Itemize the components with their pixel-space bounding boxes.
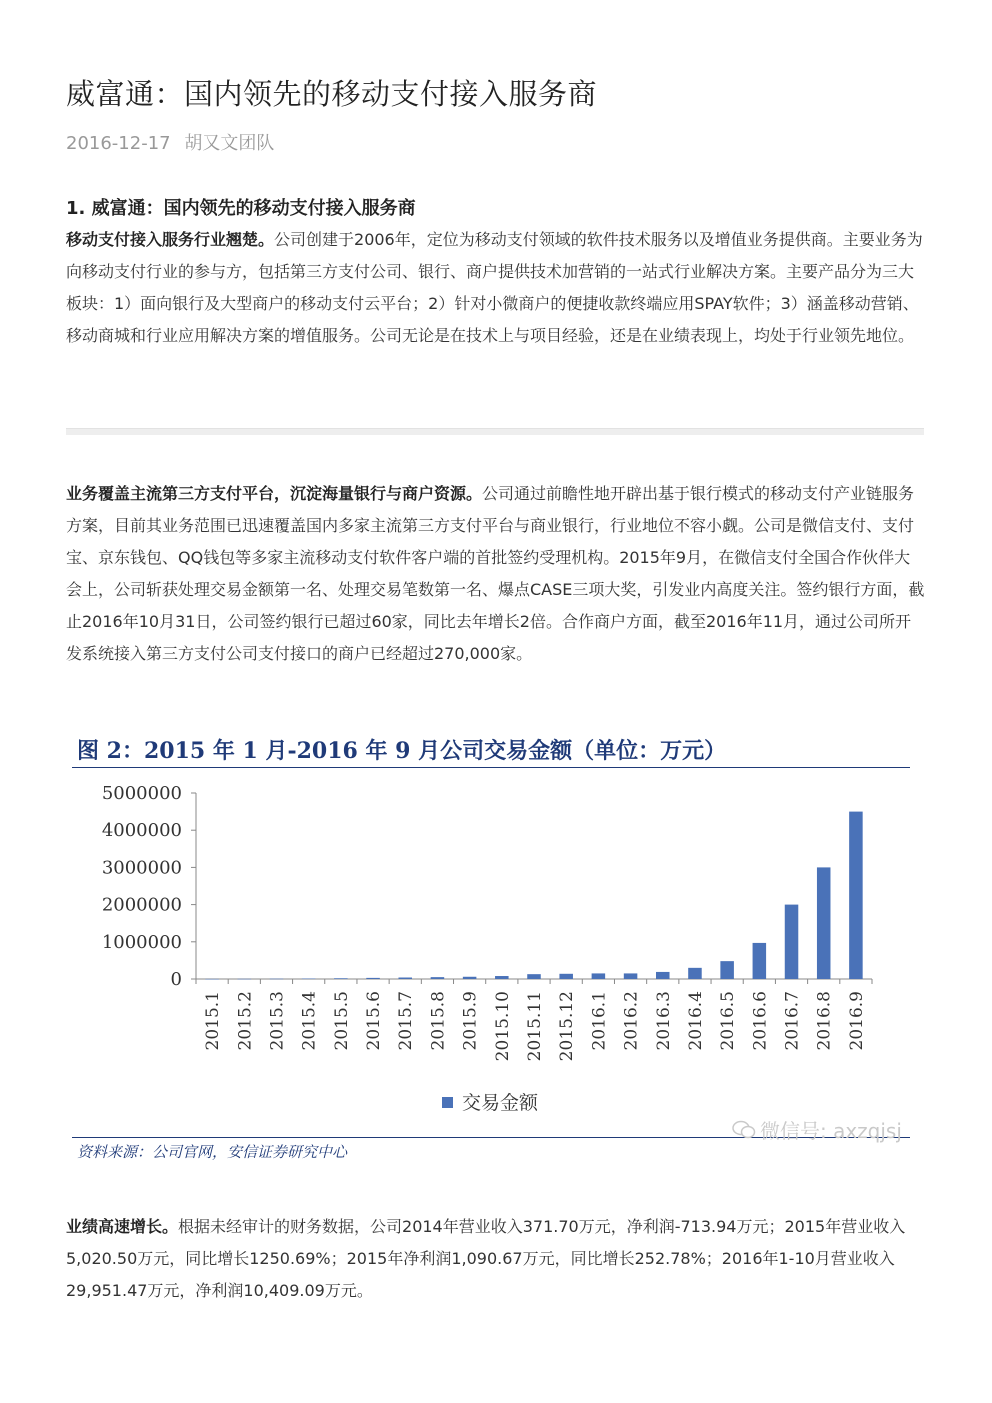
y-tick-label: 3000000	[101, 857, 182, 879]
legend	[442, 1092, 539, 1114]
article-author[interactable]: 胡又文团队	[184, 133, 275, 154]
bar-2015.11	[527, 974, 541, 979]
figure-title: 图 2：2015 年 1 月-2016 年 9 月公司交易金额（单位：万元）	[77, 738, 727, 764]
bar-2016.5	[720, 961, 734, 979]
x-tick-label: 2015.10	[492, 991, 513, 1062]
watermark-text: 微信号: axzqjsj	[760, 1119, 902, 1143]
article-title: 威富通：国内领先的移动支付接入服务商	[66, 77, 598, 111]
legend-swatch	[442, 1097, 453, 1108]
x-tick-label: 2015.6	[364, 991, 385, 1051]
bar-2015.1	[205, 979, 219, 980]
bar-2016.9	[849, 812, 863, 979]
bar-2016.2	[624, 973, 638, 979]
bar-2015.2	[238, 979, 252, 980]
bar-2015.7	[398, 978, 412, 979]
bar-2015.4	[302, 979, 316, 980]
x-tick-label: 2016.7	[782, 991, 803, 1051]
bar-2016.3	[656, 972, 670, 979]
section-divider	[66, 428, 924, 435]
paragraph-2-lead: 业务覆盖主流第三方支付平台，沉淀海量银行与商户资源。	[66, 484, 483, 503]
y-tick-label: 2000000	[101, 894, 182, 916]
y-tick-label: 4000000	[101, 820, 182, 842]
bar-2016.1	[592, 973, 606, 979]
paragraph-1-body: 公司创建于2006年，定位为移动支付领域的软件技术服务以及增值业务提供商。主要业务为向移动支付行业的参与方，包括第三方支付公司、银行、商户提供技术加营销的一站式行业解决方案。主要产品分为三大板块：1）面向银行及大型商户的移动支付云平台；2）针对小微商户的便捷收款终端应用SPAY软件；3）涵盖移动营销、移动商城和行业应用解决方案的增值服务。公司无论是在技术上与项目经验，还是在业绩表现上，均处于行业领先地位。	[66, 230, 923, 345]
paragraph-2-body: 公司通过前瞻性地开辟出基于银行模式的移动支付产业链服务方案，目前其业务范围已迅速覆盖国内多家主流第三方支付平台与商业银行，行业地位不容小觑。公司是微信支付、支付宝、京东钱包、QQ钱包等多家主流移动支付软件客户端的首批签约受理机构。2015年9月，在微信支付全国合作伙伴大会上，公司斩获处理交易金额第一名、处理交易笔数第一名、爆点CASE三项大奖，引发业内高度关注。签约银行方面，截止2016年10月31日，公司签约银行已超过60家，同比去年增长2倍。合作商户方面，截至2016年11月，通过公司所开发系统接入第三方支付公司支付接口的商户已经超过270,000家。	[66, 484, 925, 663]
x-tick-label: 2015.4	[299, 991, 320, 1051]
x-tick-label: 2015.1	[203, 991, 224, 1051]
y-tick-label: 5000000	[101, 783, 182, 804]
bar-2015.12	[559, 974, 573, 979]
section-heading: 1. 威富通：国内领先的移动支付接入服务商	[66, 198, 416, 219]
figure-source: 资料来源：公司官网，安信证券研究中心	[77, 1143, 348, 1161]
x-tick-label: 2015.5	[331, 991, 352, 1051]
x-tick-label: 2015.8	[428, 991, 449, 1051]
x-tick-label: 2016.3	[653, 991, 674, 1051]
paragraph-3-lead: 业绩高速增长。	[66, 1217, 179, 1236]
bar-2015.3	[270, 979, 284, 980]
article-meta	[66, 129, 282, 155]
article-date: 2016-12-17	[66, 133, 171, 154]
x-tick-label: 2016.1	[589, 991, 610, 1051]
paragraph-1-lead: 移动支付接入服务行业翘楚。	[66, 230, 275, 249]
bar-2015.6	[366, 978, 380, 979]
wechat-icon	[732, 1120, 756, 1140]
x-tick-label: 2015.7	[396, 991, 417, 1051]
legend-label: 交易金额	[462, 1092, 539, 1114]
x-tick-label: 2015.2	[235, 991, 256, 1051]
bar-2015.10	[495, 976, 509, 979]
x-tick-label: 2016.6	[750, 991, 771, 1051]
figure-title-rule	[72, 767, 910, 768]
bar-2015.8	[431, 977, 445, 979]
paragraph-1	[66, 224, 926, 352]
bar-chart	[72, 775, 912, 1135]
x-tick-label: 2016.2	[621, 991, 642, 1051]
bar-2015.9	[463, 977, 477, 979]
paragraph-3	[66, 1211, 926, 1307]
x-tick-label: 2016.8	[814, 991, 835, 1051]
bars	[205, 812, 862, 980]
bar-2016.8	[817, 867, 831, 979]
paragraph-3-body: 根据未经审计的财务数据，公司2014年营业收入371.70万元，净利润-713.94万元；2015年营业收入5,020.50万元，同比增长1250.69%；2015年净利润1,090.67万元，同比增长252.78%；2016年1-10月营业收入29,951.47万元，净利润10,409.09万元。	[66, 1217, 906, 1300]
y-tick-label: 0	[170, 969, 182, 990]
x-tick-label: 2015.9	[460, 991, 481, 1051]
x-tick-label: 2016.4	[685, 991, 706, 1051]
y-tick-label: 1000000	[101, 931, 182, 953]
x-axis-labels	[196, 979, 872, 1061]
x-tick-label: 2015.3	[267, 991, 288, 1051]
x-tick-label: 2016.5	[718, 991, 739, 1051]
x-tick-label: 2016.9	[846, 991, 867, 1051]
bar-2016.7	[785, 905, 799, 979]
x-tick-label: 2015.12	[557, 991, 578, 1062]
bar-2016.4	[688, 968, 702, 979]
bar-2015.5	[334, 978, 348, 979]
x-tick-label: 2015.11	[525, 991, 545, 1062]
wechat-watermark	[732, 1115, 902, 1144]
paragraph-2	[66, 478, 926, 670]
bar-2016.6	[753, 943, 767, 979]
